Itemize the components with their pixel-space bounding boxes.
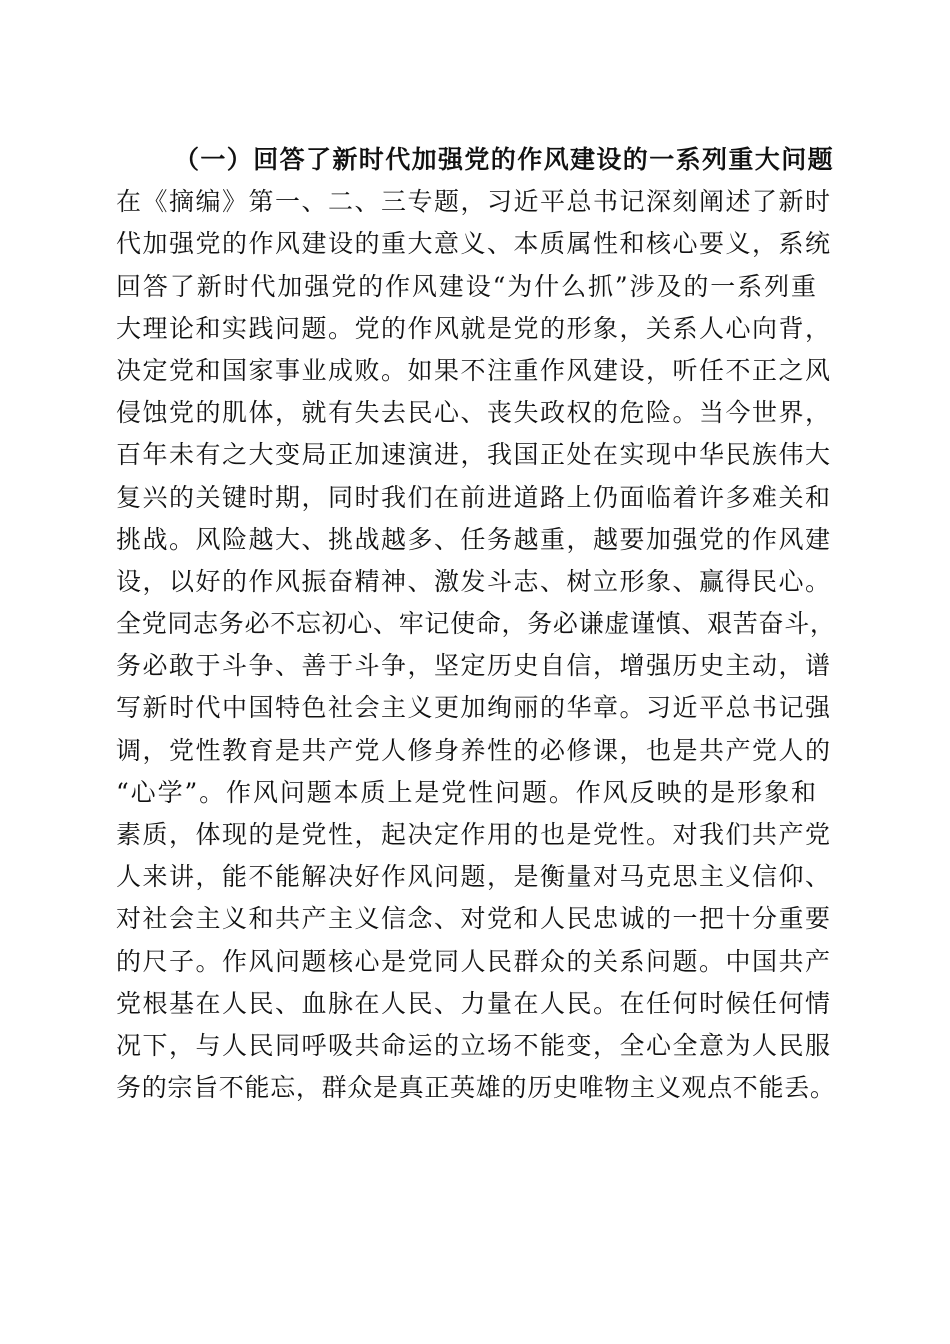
text-line: 务的宗旨不能忘，群众是真正英雄的历史唯物主义观点不能丢。 <box>116 1073 836 1103</box>
section-heading: （一）回答了新时代加强党的作风建设的一系列重大问题 <box>174 145 835 174</box>
text-line: 复兴的关键时期，同时我们在前进道路上仍面临着许多难关和 <box>116 482 832 512</box>
text-line: 大理论和实践问题。党的作风就是党的形象，关系人心向背， <box>116 313 832 343</box>
text-line: 写新时代中国特色社会主义更加绚丽的华章。习近平总书记强 <box>116 693 832 723</box>
text-line: 对社会主义和共产主义信念、对党和人民忠诚的一把十分重要 <box>116 904 832 934</box>
text-line: “心学”。作风问题本质上是党性问题。作风反映的是形象和 <box>116 777 818 807</box>
body-text <box>116 139 836 1109</box>
text-line: 党根基在人民、血脉在人民、力量在人民。在任何时候任何情 <box>116 988 832 1018</box>
text-line: 决定党和国家事业成败。如果不注重作风建设，听任不正之风 <box>116 355 832 385</box>
text-line: 侵蚀党的肌体，就有失去民心、丧失政权的危险。当今世界， <box>116 398 832 428</box>
text-line: 调，党性教育是共产党人修身养性的必修课，也是共产党人的 <box>116 735 832 765</box>
text-line: 全党同志务必不忘初心、牢记使命，务必谦虚谨慎、艰苦奋斗， <box>116 609 836 639</box>
text-line: 在《摘编》第一、二、三专题，习近平总书记深刻阐述了新时 <box>116 187 832 217</box>
text-line: 的尺子。作风问题核心是党同人民群众的关系问题。中国共产 <box>116 946 832 976</box>
text-line: 挑战。风险越大、挑战越多、任务越重，越要加强党的作风建 <box>116 524 832 554</box>
text-line: 务必敢于斗争、善于斗争，坚定历史自信，增强历史主动，谱 <box>116 651 832 681</box>
text-line: 百年未有之大变局正加速演进，我国正处在实现中华民族伟大 <box>116 440 832 470</box>
text-line: 设，以好的作风振奋精神、激发斗志、树立形象、赢得民心。 <box>116 566 832 596</box>
text-line: 素质，体现的是党性，起决定作用的也是党性。对我们共产党 <box>116 820 832 849</box>
text-line: 代加强党的作风建设的重大意义、本质属性和核心要义，系统 <box>116 229 832 259</box>
text-line: 回答了新时代加强党的作风建设“为什么抓”涉及的一系列重 <box>116 271 818 301</box>
text-line: 况下，与人民同呼吸共命运的立场不能变，全心全意为人民服 <box>116 1030 832 1060</box>
text-line: 人来讲，能不能解决好作风问题，是衡量对马克思主义信仰、 <box>116 862 832 892</box>
